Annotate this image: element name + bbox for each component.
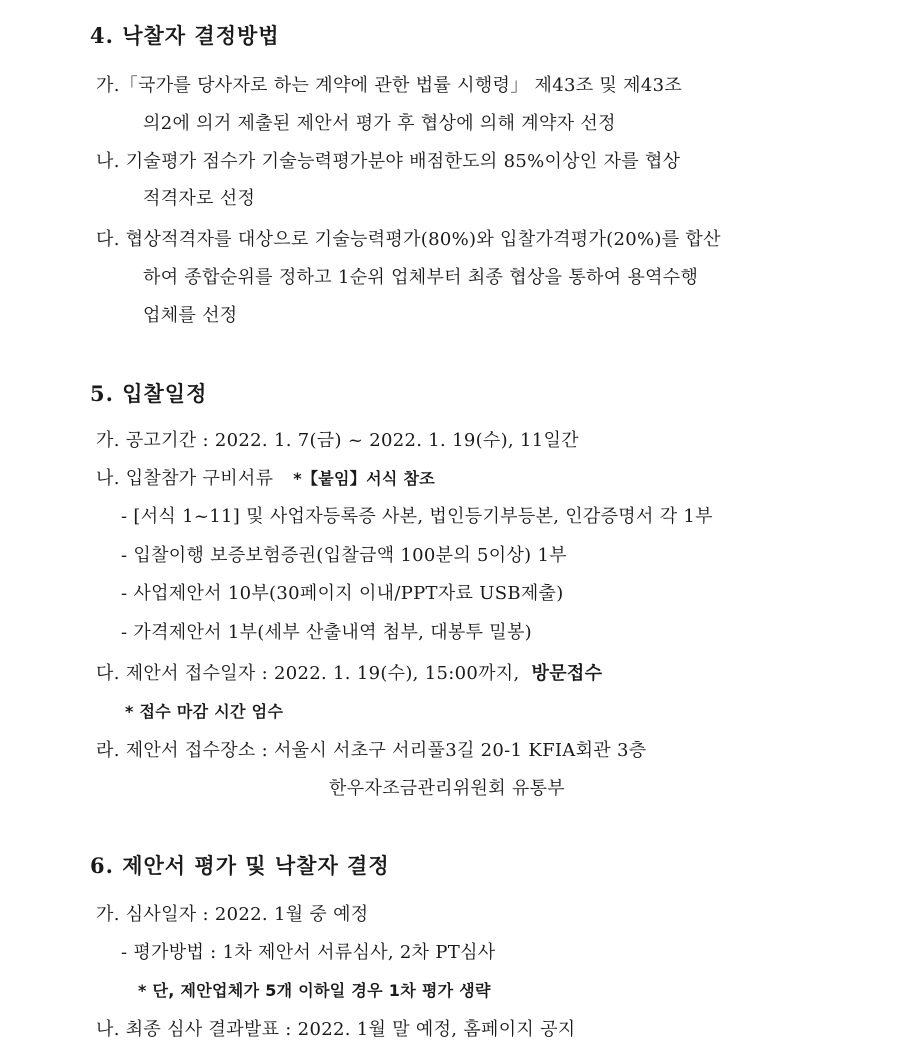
section-5-item-c-bold: 방문접수 bbox=[531, 663, 603, 684]
section-5-item-b bbox=[96, 464, 435, 490]
section-5-item-c-text: 다. 제안서 접수일자 : 2022. 1. 19(수), 15:00까지, bbox=[96, 663, 520, 684]
section-6-item-a-sub: - 평가방법 : 1차 제안서 서류심사, 2차 PT심사 bbox=[121, 942, 496, 963]
section-4-item-c-line1: 다. 협상적격자를 대상으로 기술능력평가(80%)와 입찰가격평가(20%)를 합산 bbox=[96, 229, 721, 250]
section-4-item-c-line3: 업체를 선정 bbox=[143, 305, 238, 326]
section-4-item-b-line2: 적격자로 선정 bbox=[143, 188, 256, 209]
section-4-item-a-line1: 가.「국가를 당사자로 하는 계약에 관한 법률 시행령」 제43조 및 제43조 bbox=[96, 75, 683, 96]
section-5-deadline-note: * 접수 마감 시간 엄수 bbox=[125, 702, 284, 721]
section-6-item-a: 가. 심사일자 : 2022. 1월 중 예정 bbox=[96, 904, 369, 925]
section-5-doc-item-2: - 입찰이행 보증보험증권(입찰금액 100분의 5이상) 1부 bbox=[121, 545, 567, 566]
section-6-item-a-note: * 단, 제안업체가 5개 이하일 경우 1차 평가 생략 bbox=[138, 981, 491, 1000]
section-4-item-b-line1: 나. 기술평가 점수가 기술능력평가분야 배점한도의 85%이상인 자를 협상 bbox=[96, 151, 681, 172]
section-5-doc-item-1: - [서식 1~11] 및 사업자등록증 사본, 법인등기부등본, 인감증명서 각 1부 bbox=[121, 506, 713, 527]
section-5-item-d-line2: 한우자조금관리위원회 유통부 bbox=[329, 778, 565, 799]
section-5-doc-item-3: - 사업제안서 10부(30페이지 이내/PPT자료 USB제출) bbox=[121, 583, 564, 604]
section-4-heading: 4. 낙찰자 결정방법 bbox=[90, 23, 280, 48]
section-4-item-c-line2: 하여 종합순위를 정하고 1순위 업체부터 최종 협상을 통하여 용역수행 bbox=[143, 267, 699, 288]
section-5-item-b-note: *【붙임】서식 참조 bbox=[293, 469, 435, 488]
section-5-item-a: 가. 공고기간 : 2022. 1. 7(금) ~ 2022. 1. 19(수), 11일간 bbox=[96, 430, 579, 451]
section-4-item-a-line2: 의2에 의거 제출된 제안서 평가 후 협상에 의해 계약자 선정 bbox=[143, 113, 616, 134]
section-5-item-c bbox=[96, 659, 602, 685]
section-5-heading: 5. 입찰일정 bbox=[90, 381, 208, 406]
section-5-item-b-text: 나. 입찰참가 구비서류 bbox=[96, 468, 274, 489]
section-5-doc-item-4: - 가격제안서 1부(세부 산출내역 첨부, 대봉투 밀봉) bbox=[121, 622, 533, 643]
section-6-item-b: 나. 최종 심사 결과발표 : 2022. 1월 말 예정, 홈페이지 공지 bbox=[96, 1019, 576, 1040]
section-5-item-d-line1: 라. 제안서 접수장소 : 서울시 서초구 서리풀3길 20-1 KFIA회관 3층 bbox=[96, 740, 647, 761]
section-6-heading: 6. 제안서 평가 및 낙찰자 결정 bbox=[90, 853, 390, 878]
